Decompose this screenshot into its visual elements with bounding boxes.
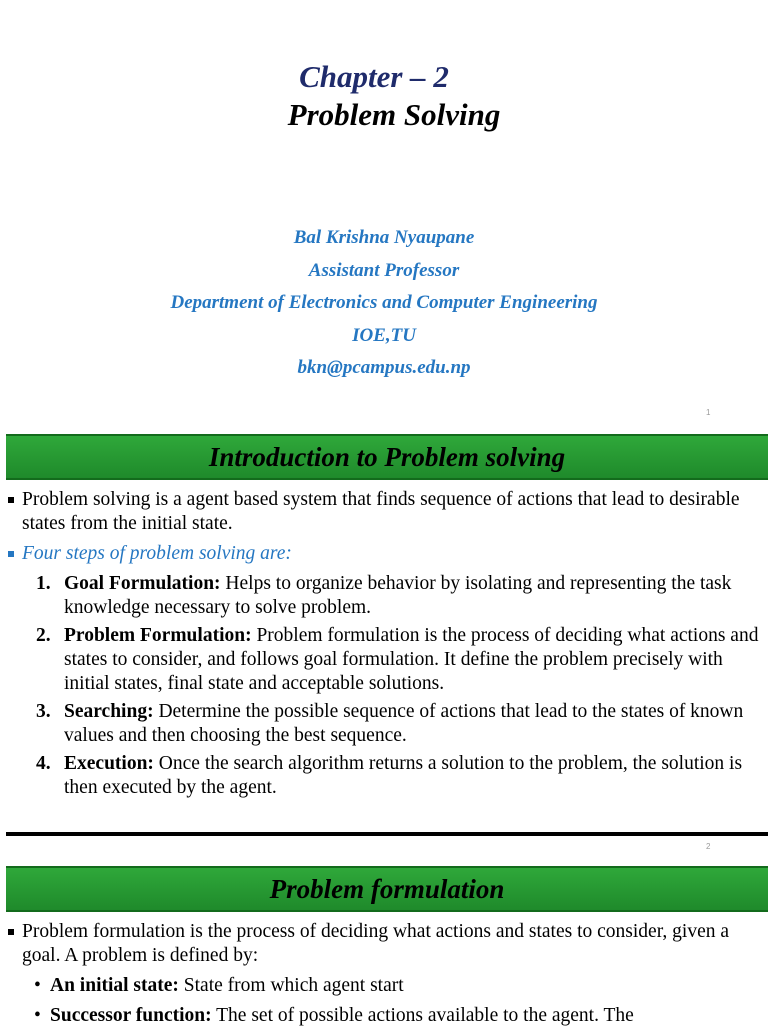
chapter-heading	[0, 58, 768, 134]
title-slide	[0, 0, 768, 430]
author-info	[0, 222, 768, 385]
slide-body-introduction	[6, 488, 762, 804]
list-item: 3. Searching: Determine the possible sequence of actions that lead to the states of known values and then choosing the best sequence.	[36, 701, 744, 746]
intro-bullet: Problem solving is a agent based system that finds sequence of actions that lead to desirable states from the initial state.	[6, 488, 762, 536]
slide-header-problem-formulation: Problem formulation	[6, 866, 768, 912]
list-item: 4. Execution: Once the search algorithm returns a solution to the problem, the solution is then executed by the agent.	[36, 753, 743, 798]
author-institute: IOE,TU	[352, 324, 416, 346]
list-item: 1. Goal Formulation: Helps to organize behavior by isolating and representing the task knowledge necessary to solve problem.	[36, 573, 732, 618]
chapter-label: Chapter – 2	[299, 59, 449, 94]
author-email: bkn@pcampus.edu.np	[297, 357, 471, 378]
list-item: • Successor function: The set of possible actions available to the agent. The	[6, 1004, 762, 1028]
author-department: Department of Electronics and Computer Engineering	[170, 292, 598, 313]
slide-number: 2	[706, 842, 711, 851]
formulation-bullet: Problem formulation is the process of deciding what actions and states to consider, given a goal. A problem is defined by:	[6, 920, 762, 968]
slide-number: 1	[706, 408, 711, 417]
steps-list	[6, 572, 762, 800]
slide-divider	[6, 832, 768, 836]
steps-heading: Four steps of problem solving are:	[6, 542, 762, 566]
author-position: Assistant Professor	[308, 259, 460, 281]
chapter-title: Problem Solving	[287, 97, 501, 132]
slide-body-problem-formulation	[6, 920, 762, 1028]
list-item: 2. Problem Formulation: Problem formulation is the process of deciding what actions and states to consider, and follows goal formulation. It define the problem precisely with initial states, final state and acceptable solutions.	[36, 625, 759, 694]
slide-header-introduction: Introduction to Problem solving	[6, 434, 768, 480]
list-item: • An initial state: State from which agent start	[6, 974, 762, 998]
author-name: Bal Krishna Nyaupane	[293, 227, 475, 248]
